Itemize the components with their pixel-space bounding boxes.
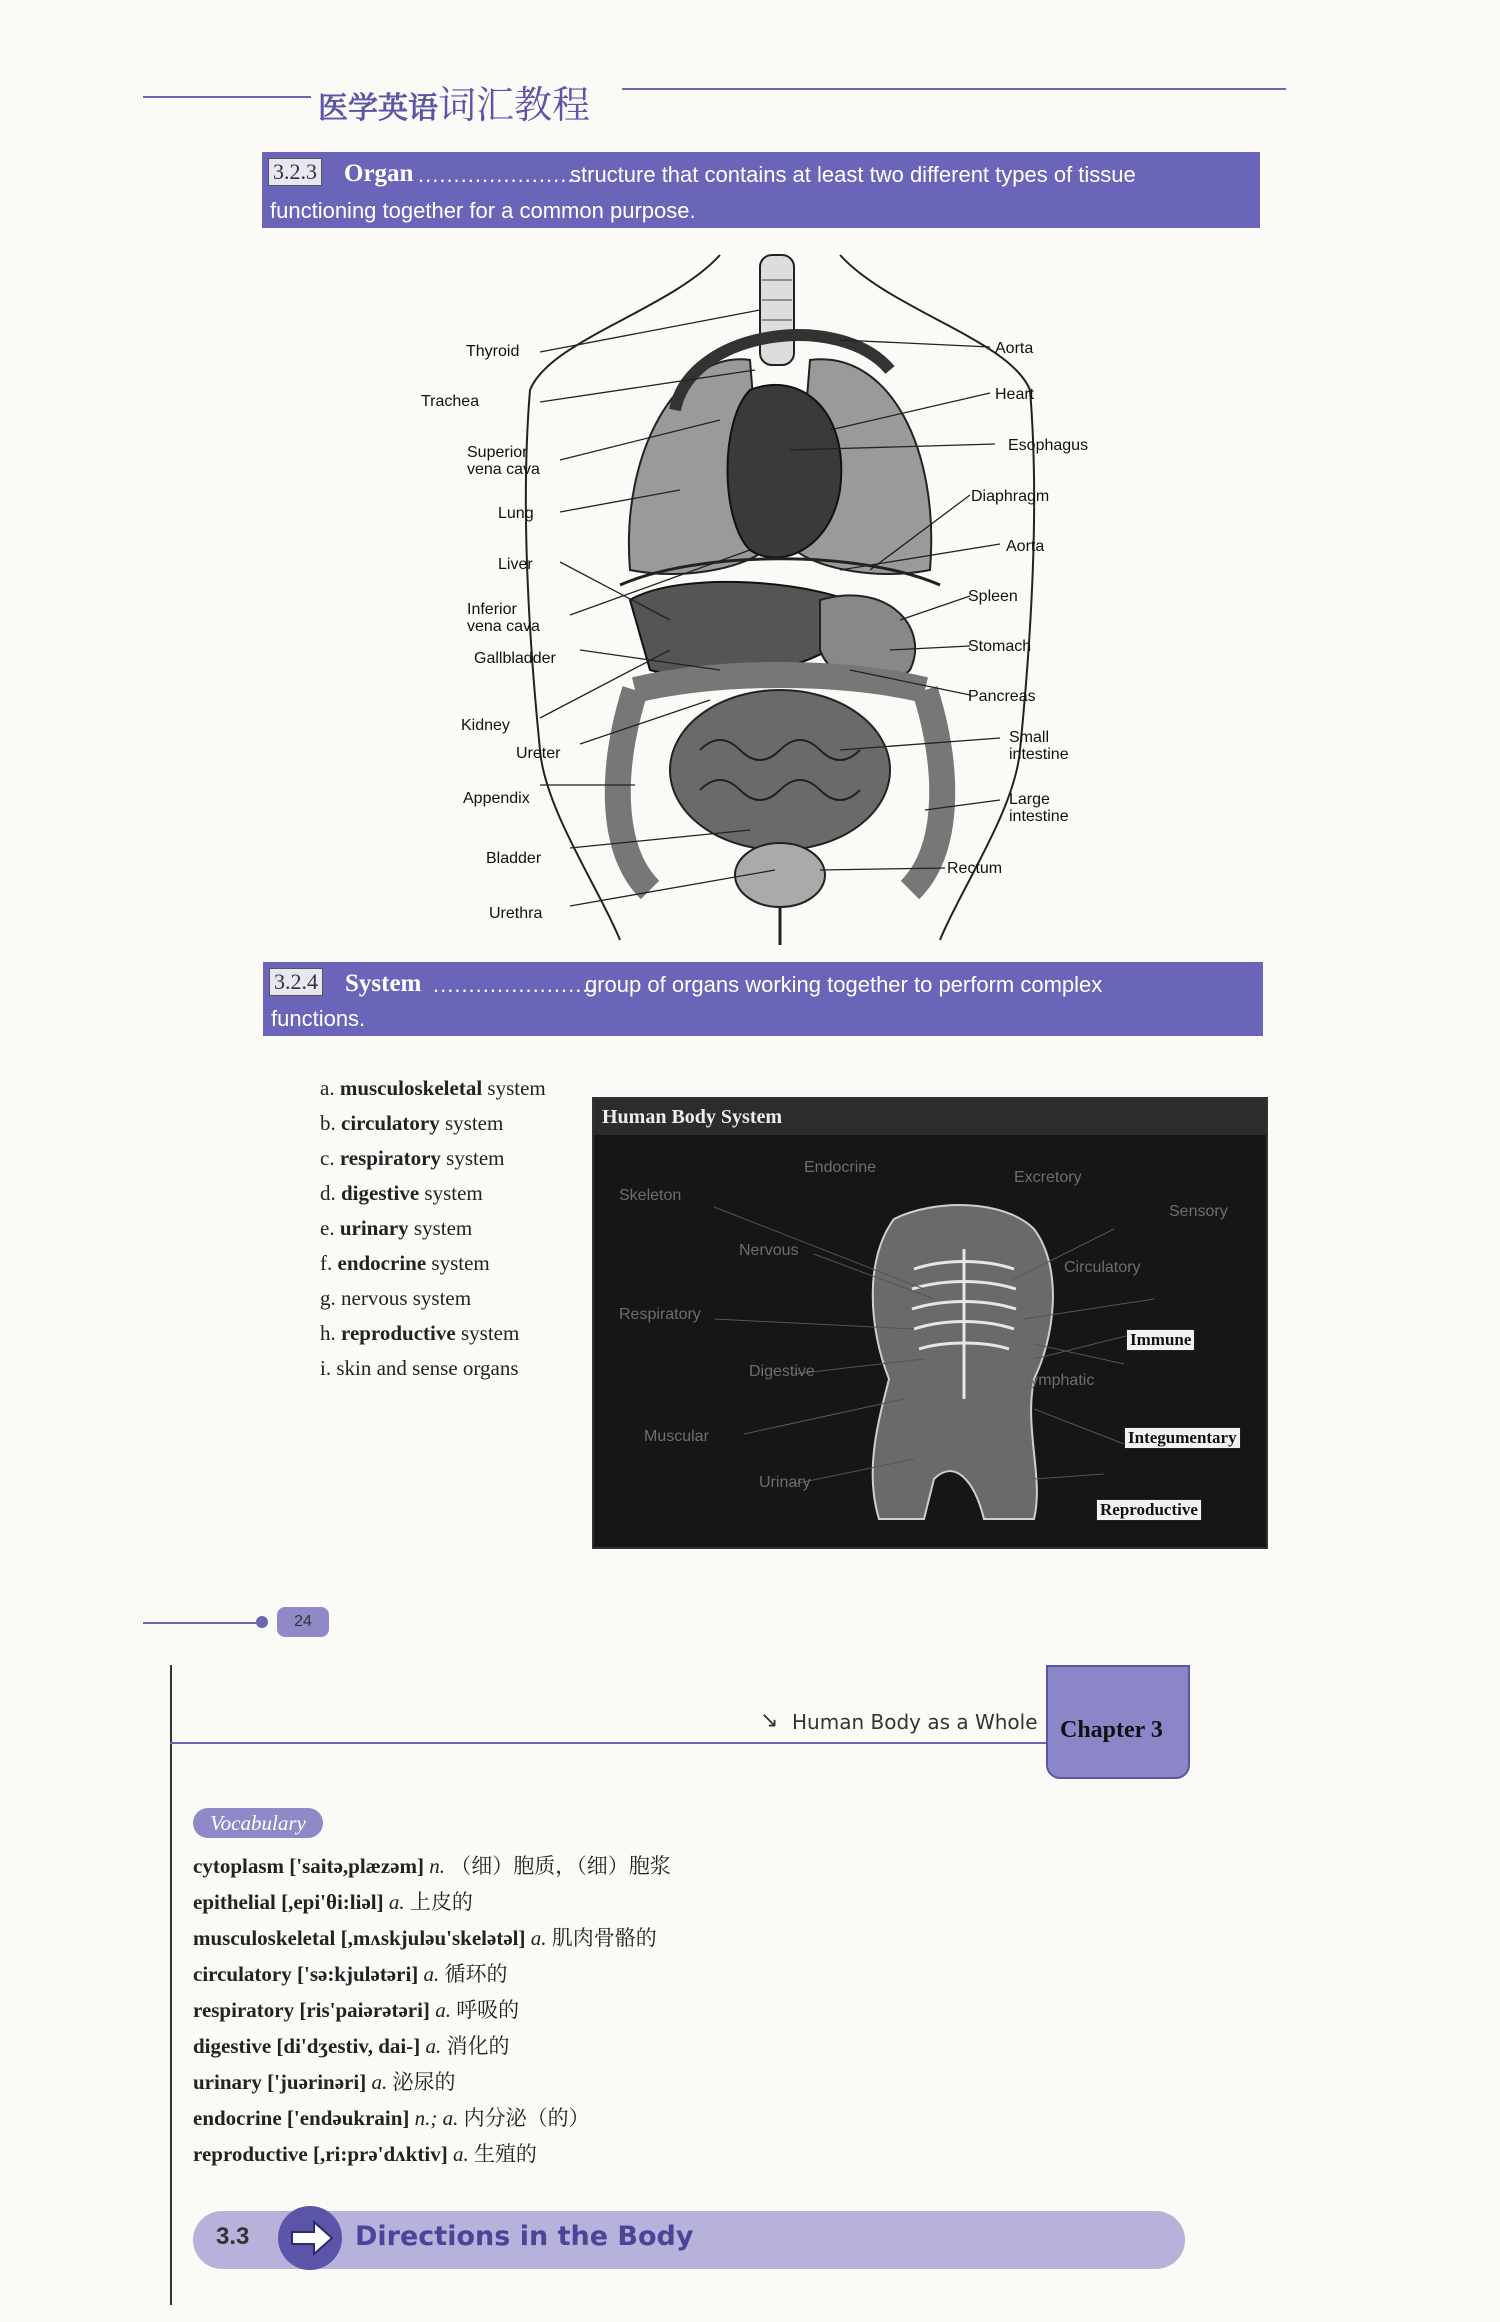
section-3-3-title: Directions in the Body (355, 2221, 694, 2252)
panel-label-muscular: Muscular (644, 1428, 709, 1445)
panel-label-reproductive: Reproductive (1096, 1499, 1202, 1521)
panel-label-immune: Immune (1126, 1329, 1195, 1351)
label-ureter: Ureter (516, 745, 561, 762)
page-number-dot (256, 1616, 268, 1628)
panel-label-nervous: Nervous (739, 1242, 799, 1259)
breadcrumb: Human Body as a Whole (792, 1710, 1038, 1734)
header-rule (170, 1742, 1050, 1744)
panel-label-lymphatic: Lymphatic (1022, 1372, 1095, 1389)
page-edge-rule (170, 1665, 172, 2305)
label-liver: Liver (498, 556, 533, 573)
arrow-right-icon (278, 2206, 342, 2270)
definition-line-1: structure that contains at least two different types of tissue (570, 162, 1136, 187)
section-3-2-3-definition (262, 152, 1260, 228)
label-esophagus: Esophagus (1008, 437, 1089, 454)
panel-label-digestive: Digestive (749, 1363, 815, 1380)
definition-line-1: group of organs working together to perform complex (585, 972, 1103, 997)
label-aorta-upper: Aorta (995, 340, 1034, 357)
vocab-entry-epithelial: epithelial [,epi'θi:liəl] a. 上皮的 (193, 1890, 473, 1914)
system-item-f: f. endocrine system (320, 1251, 490, 1275)
label-gallbladder: Gallbladder (474, 650, 556, 667)
page-number-rule (143, 1622, 261, 1624)
label-aorta-lower: Aorta (1006, 538, 1045, 555)
human-body-system-panel (592, 1097, 1268, 1549)
panel-label-endocrine: Endocrine (804, 1159, 877, 1176)
panel-label-skeleton: Skeleton (619, 1187, 682, 1204)
term-organ: Organ (344, 160, 414, 187)
label-small-intestine-2: intestine (1009, 746, 1069, 763)
label-small-intestine-1: Small (1009, 729, 1050, 746)
label-superior-vena-cava-1: Superior (467, 444, 528, 461)
vocab-entry-endocrine: endocrine ['endəukrain] n.; a. 内分泌（的） (193, 2106, 590, 2130)
label-inferior-vena-cava-1: Inferior (467, 601, 517, 618)
vocab-entry-circulatory: circulatory ['sə:kjulətəri] a. 循环的 (193, 1962, 508, 1986)
system-item-e: e. urinary system (320, 1216, 473, 1240)
panel-label-respiratory: Respiratory (619, 1306, 701, 1323)
label-pancreas: Pancreas (968, 688, 1036, 705)
label-rectum: Rectum (947, 860, 1003, 877)
vocab-entry-cytoplasm: cytoplasm ['saitə,plæzəm] n. （细）胞质，（细）胞浆 (193, 1854, 671, 1878)
chapter-label: Chapter 3 (1060, 1717, 1163, 1743)
label-spleen: Spleen (968, 588, 1018, 605)
system-item-d: d. digestive system (320, 1181, 483, 1205)
system-item-a: a. musculoskeletal system (320, 1076, 546, 1100)
section-number: 3.2.4 (269, 968, 323, 996)
label-trachea: Trachea (421, 393, 480, 410)
label-inferior-vena-cava-2: vena cava (467, 618, 540, 635)
panel-label-sensory: Sensory (1169, 1203, 1228, 1220)
leader-dots: ....................... (433, 972, 597, 997)
book-title (318, 74, 590, 129)
label-diaphragm: Diaphragm (971, 488, 1050, 505)
section-3-2-4-definition (263, 962, 1263, 1036)
panel-label-excretory: Excretory (1014, 1169, 1082, 1186)
definition-line-2: functioning together for a common purpose. (270, 198, 696, 223)
page-number: 24 (277, 1607, 329, 1637)
vocabulary-label: Vocabulary (193, 1808, 323, 1838)
section-3-3-number: 3.3 (216, 2223, 250, 2250)
panel-label-urinary: Urinary (759, 1474, 811, 1491)
system-item-h: h. reproductive system (320, 1321, 520, 1345)
vocab-entry-respiratory: respiratory [ris'paiərətəri] a. 呼吸的 (193, 1998, 520, 2022)
leader-dots: ....................... (418, 162, 582, 187)
label-urethra: Urethra (489, 905, 543, 922)
label-lung: Lung (498, 505, 534, 522)
label-thyroid: Thyroid (466, 343, 520, 360)
label-heart: Heart (995, 386, 1035, 403)
panel-label-circulatory: Circulatory (1064, 1259, 1141, 1276)
system-item-c: c. respiratory system (320, 1146, 505, 1170)
header-rule-right (622, 88, 1286, 90)
header-rule-left (143, 96, 311, 98)
label-bladder: Bladder (486, 850, 542, 867)
breadcrumb-arrow-icon: ↘ (760, 1708, 779, 1733)
vocab-entry-musculoskeletal: musculoskeletal [,mʌskjuləu'skelətəl] a. 肌肉骨骼的 (193, 1926, 657, 1950)
label-kidney: Kidney (461, 717, 510, 734)
system-item-b: b. circulatory system (320, 1111, 504, 1135)
label-appendix: Appendix (463, 790, 530, 807)
chapter-tab (1046, 1665, 1190, 1779)
vocab-entry-reproductive: reproductive [,ri:prə'dʌktiv] a. 生殖的 (193, 2142, 537, 2166)
label-large-intestine-2: intestine (1009, 808, 1069, 825)
system-item-g: g. nervous system (320, 1286, 472, 1310)
label-superior-vena-cava-2: vena cava (467, 461, 540, 478)
vocab-entry-urinary: urinary ['juərinəri] a. 泌尿的 (193, 2070, 456, 2094)
system-item-i: i. skin and sense organs (320, 1356, 519, 1380)
panel-label-integumentary: Integumentary (1124, 1427, 1241, 1449)
section-number: 3.2.3 (268, 158, 322, 186)
label-large-intestine-1: Large (1009, 791, 1050, 808)
book-title-big: 词汇教程 (438, 83, 591, 127)
definition-line-2: functions. (271, 1006, 366, 1031)
term-system: System (345, 970, 422, 997)
label-stomach: Stomach (968, 638, 1032, 655)
book-title-small: 医学英语 (318, 91, 438, 126)
panel-title: Human Body System (594, 1099, 1266, 1135)
vocab-entry-digestive: digestive [di'dʒestiv, dai-] a. 消化的 (193, 2034, 510, 2058)
